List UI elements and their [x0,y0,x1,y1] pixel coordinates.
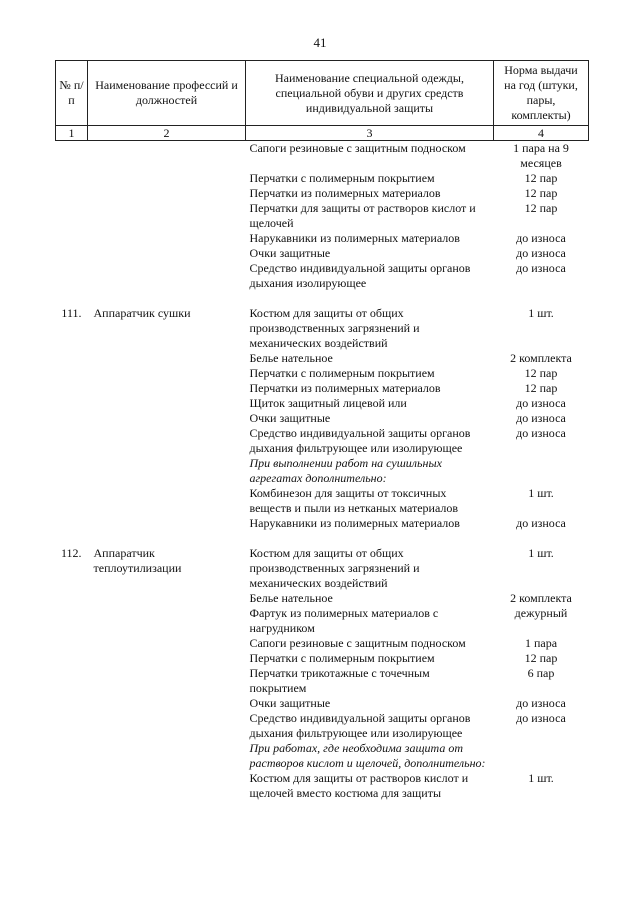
condition-note: При работах, где необходима защита от растворов кислот и щелочей, дополнительно: [249,741,486,770]
column-header-row [56,61,589,126]
profession: Аппаратчик сушки [93,306,191,320]
item-name: Фартук из полимерных материалов с нагрудником [249,606,439,635]
norms-table [55,60,589,801]
profession [88,201,246,231]
item-norm: 12 пар [524,186,558,200]
item-name: Сапоги резиновые с защитным подноском [249,636,466,650]
item-norm [494,456,589,486]
row-number: 112. [60,546,82,560]
column-number: 4 [494,126,589,141]
profession [88,171,246,186]
item-norm: 1 шт. [528,546,554,560]
item-name: Очки защитные [249,246,331,260]
row-number [56,141,88,172]
profession [88,186,246,201]
header-num: № п/п [56,61,88,126]
item-name: Перчатки с полимерным покрытием [249,171,435,185]
item-name: Перчатки из полимерных материалов [249,186,441,200]
item-name: Перчатки с полимерным покрытием [249,651,435,665]
table-row [56,231,589,246]
item-norm: до износа [516,426,566,440]
row-number [56,171,88,186]
page-number: 41 [313,35,327,50]
item-norm: до износа [516,396,566,410]
item-norm: до износа [516,411,566,425]
item-name: Костюм для защиты от общих производственных загрязнений и механических воздействий [249,306,420,350]
item-name: Костюм для защиты от общих производственных загрязнений и механических воздействий [249,546,420,590]
item-name: Очки защитные [249,696,331,710]
item-norm: 12 пар [524,651,558,665]
profession [88,141,246,172]
item-name: Перчатки для защиты от растворов кислот и щелочей [249,201,476,230]
spacer [56,291,589,306]
row-number [56,186,88,201]
item-norm: 12 пар [524,381,558,395]
row-number [56,201,88,231]
table-row [56,201,589,231]
profession: Аппаратчик теплоутилизации [93,546,182,575]
item-name: Комбинезон для защиты от токсичных веществ и пыли из нетканых материалов [249,486,459,515]
row-number [56,231,88,246]
profession [88,231,246,246]
condition-note: При выполнении работ на сушильных агрегатах дополнительно: [249,456,442,485]
item-norm: 12 пар [524,366,558,380]
item-norm: до износа [516,516,566,530]
item-norm: 1 шт. [528,486,554,500]
item-norm: дежурный [514,606,568,620]
item-name: Средство индивидуальной защиты органов дыхания изолирующее [249,261,471,290]
item-norm: 1 шт. [528,306,554,320]
item-norm: 2 комплекта [510,351,572,365]
item-name: Перчатки трикотажные с точечным покрытием [249,666,430,695]
item-name: Перчатки с полимерным покрытием [249,366,435,380]
item-norm: до износа [516,231,566,245]
item-name: Щиток защитный лицевой или [249,396,407,410]
item-name: Очки защитные [249,411,331,425]
item-norm: до износа [516,696,566,710]
table-row [56,246,589,261]
table-row [56,141,589,172]
row-number: 111. [61,306,82,320]
item-name: Перчатки из полимерных материалов [249,381,441,395]
table-row [56,171,589,186]
spacer [56,531,589,546]
table-row [56,186,589,201]
item-name: Нарукавники из полимерных материалов [249,231,460,245]
row-number [56,261,88,291]
header-items: Наименование специальной одежды, специальной обуви и других средств индивидуальной защиты [246,61,494,126]
column-number: 3 [246,126,494,141]
item-norm: 1 шт. [528,771,554,785]
spacer-row [56,291,589,306]
item-name: Белье нательное [249,351,333,365]
item-norm: до износа [516,711,566,725]
item-norm: 12 пар [524,171,558,185]
profession [88,261,246,291]
item-norm: 1 пара на 9 месяцев [513,141,569,170]
table-body [56,141,589,802]
item-name: Белье нательное [249,591,333,605]
table-row [56,261,589,291]
column-number-row [56,126,589,141]
row-number [56,246,88,261]
item-name: Средство индивидуальной защиты органов дыхания фильтрующее или изолирующее [249,711,471,740]
item-name: Сапоги резиновые с защитным подноском [249,141,466,155]
item-norm: 1 пара [524,636,558,650]
header-norm: Норма выдачи на год (штуки, пары, комплекты) [494,61,589,126]
item-norm: 6 пар [527,666,555,680]
profession [88,246,246,261]
item-norm: до износа [516,246,566,260]
spacer-row [56,531,589,546]
table-row [56,546,589,591]
item-name: Костюм для защиты от растворов кислот и щелочей вместо костюма для защиты [249,771,469,800]
item-norm: 12 пар [524,201,558,215]
item-name: Средство индивидуальной защиты органов дыхания фильтрующее или изолирующее [249,426,471,455]
item-norm: до износа [516,261,566,275]
item-norm: 2 комплекта [510,591,572,605]
column-number: 1 [56,126,88,141]
header-profession: Наименование профессий и должностей [88,61,246,126]
column-number: 2 [88,126,246,141]
table-row [56,306,589,351]
item-name: Нарукавники из полимерных материалов [249,516,460,530]
item-norm [494,741,589,771]
